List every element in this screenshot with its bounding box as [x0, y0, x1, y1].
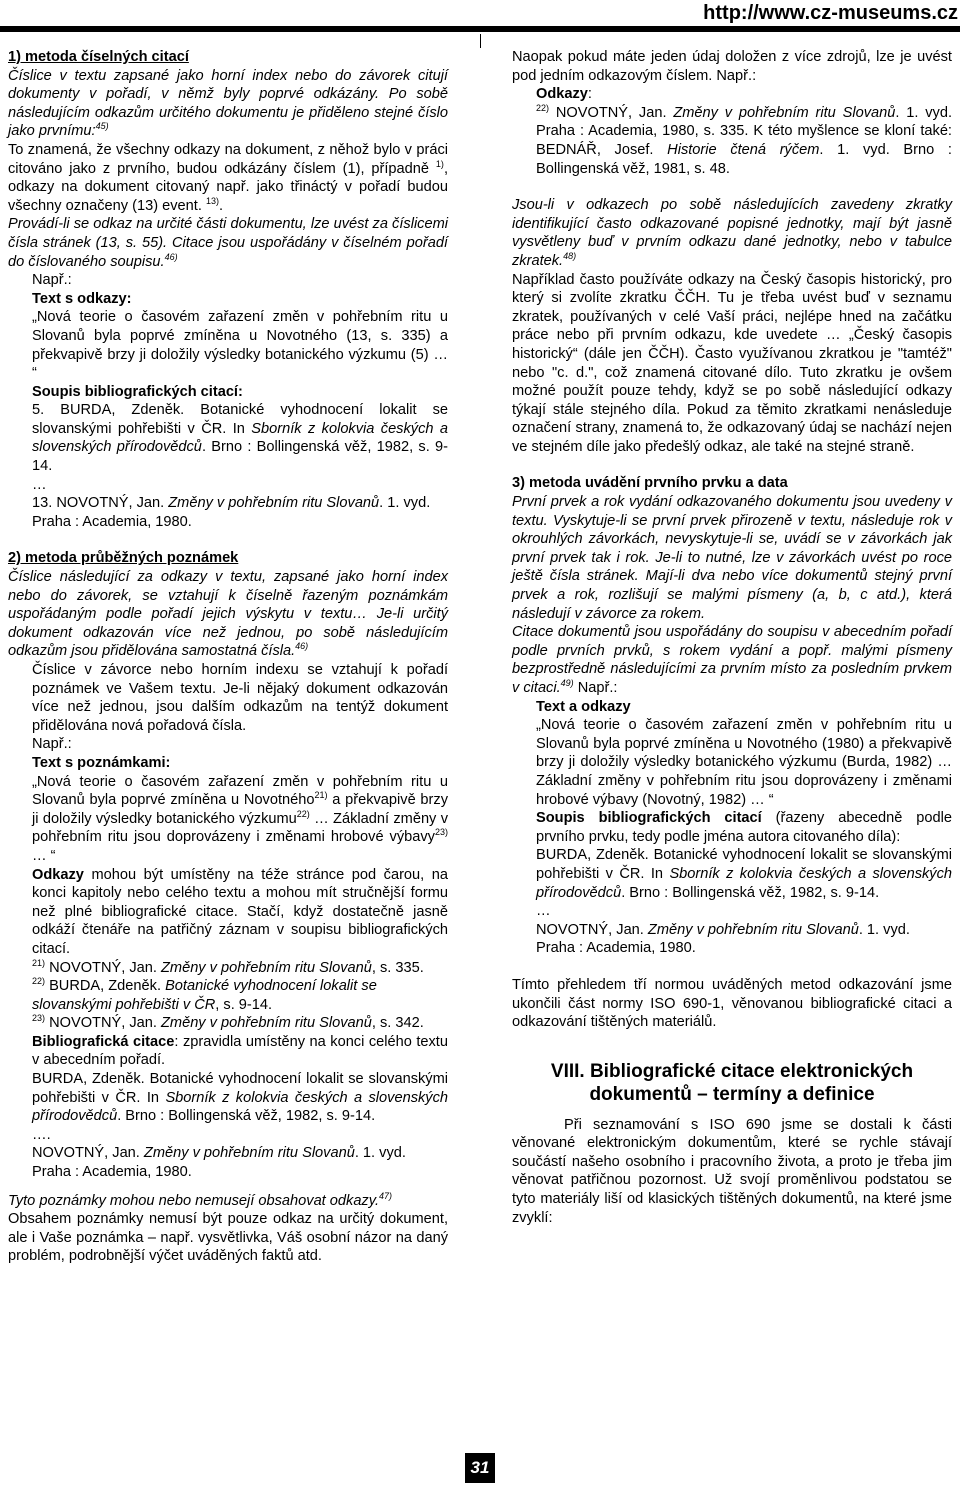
note-ref: 22): [296, 808, 310, 819]
header-url[interactable]: http://www.cz-museums.cz: [703, 2, 958, 24]
example-label: Např.:: [32, 272, 72, 289]
reference-item: 5. BURDA, Zdeněk. Botanické vyhodnocení lokalit se slovanskými pohřebišti v ČR. In Sborník z kolokvia českých a slovenských přírodovědců. Brno : Bollingenská věž, 1982, s. 9-14.: [32, 402, 449, 475]
note-ref: 49): [560, 678, 574, 689]
example-heading: Text a odkazy: [536, 698, 631, 715]
section-2-closing: Obsahem poznámky nemusí být pouze odkaz na určitý dokument, ale i Vaše poznámka – např. vysvětlivka, Váš osobní názor na daný problém, podrobnější výčet uváděných faktů atd.: [8, 1211, 448, 1265]
note-ref: 23): [434, 827, 448, 838]
reference-item: 13. NOVOTNÝ, Jan. Změny v pohřebním ritu Slovanů. 1. vyd. Praha : Academia, 1980.: [32, 495, 431, 530]
section-3-intro: První prvek a rok vydání odkazovaného dokumentu jsou uvedeny v textu. Vyskytuje-li se první prvek přirozeně v textu, následuje rok v okrouhlých závorkách, nevyskytuje-li se, uvádí se v závorkách jak první prvek tak i rok. Je-li to nutné, lze v závorkách uvést po roce ještě čísla stránek. Mají-li dva nebo více dokumentů stejný první prvek a rok, rozlišují se malými písmeny (a, b, c atd.), která následují v závorce za rokem.: [512, 494, 952, 622]
note-ref: 46): [295, 641, 309, 652]
right-column: [512, 48, 952, 1227]
notes-explanation: Odkazy mohou být umístěny na téže stránce pod čarou, na konci kapitoly nebo celého textu a mohou mít stručnější formu než plné bibliografické citace. Stačí, když dostatečně jasně odkáží čtenáře na patřičný záznam v soupisu bibliografických citací.: [32, 866, 448, 957]
bibliography-heading: Soupis bibliografických citací:: [32, 383, 243, 400]
note-ref: 46): [164, 251, 178, 262]
reference-item: NOVOTNÝ, Jan. Změny v pohřebním ritu Slovanů. 1. vyd. Praha : Academia, 1980.: [32, 1145, 406, 1181]
example-block-4: [512, 698, 952, 958]
reference-item: BURDA, Zdeněk. Botanické vyhodnocení lokalit se slovanskými pohřebišti v ČR. In Sborník z kolokvia českých a slovenských přírodovědců. Brno : Bollingenská věž, 1982, s. 9-14.: [32, 1071, 448, 1125]
summary-paragraph: Tímto přehledem tří normou uváděných metod odkazování jsme ukončili část normy ISO 690-1, věnovanou bibliografické citaci a odkazování tištěných materiálů.: [512, 976, 952, 1031]
reference-item: NOVOTNÝ, Jan. Změny v pohřebním ritu Slovanů. 1. vyd. Praha : Academia, 1980.: [536, 921, 910, 957]
example-block-3: [512, 85, 952, 178]
example-quote: „Nová teorie o časovém zařazení změn v pohřebním ritu u Slovanů byla poprvé zmíněna u Novotného$^{21)}$ a překvapivě brzy ji doložily výsledky botanického výzkumu$^{22)}$ … Základní změny v pohřebním ritu jsou doprovázeny i změnami hrobové výbavy$^{23)}$ … “: [32, 773, 448, 864]
footnote-item: $^{22)}$ BURDA, Zdeněk. Botanické vyhodnocení lokalit se slovanskými pohřebišti v ČR, s. 9-14.: [32, 976, 377, 1013]
ellipsis: ….: [32, 1126, 51, 1143]
reference-item: BURDA, Zdeněk. Botanické vyhodnocení lokalit se slovanskými pohřebišti v ČR. In Sborník z kolokvia českých a slovenských přírodovědců. Brno : Bollingenská věž, 1982, s. 9-14.: [536, 847, 952, 901]
section-3-paragraph: Citace dokumentů jsou uspořádány do soupisu v abecedním pořadí podle prvních prvků, s rokem vydání a popř. malými písmeny bezprostředně následujícími za prvním místo za posledním prvkem v citaci.$^{49)}$ Např.:: [512, 624, 952, 696]
section-2-paragraph: Číslice v závorce nebo horním indexu se vztahují k pořadí poznámek ve Vašem textu. Je-li nějaký dokument odkazován více než jednou, jsou dalším odkazům na tentýž dokument přidělována nová pořadová čísla.: [32, 662, 448, 734]
left-column: [8, 48, 448, 1266]
section-1-intro: Číslice v textu zapsané jako horní index nebo do závorek citují dokumenty v pořadí, v němž byly poprvé odkázány. Po sobě následujícím odkazům určitého dokumentu je přiděleno stejné číslo jako prvnímu:$^{45)}$: [8, 67, 448, 140]
example-heading: Text s odkazy:: [32, 290, 132, 307]
abbreviations-intro: Jsou-li v odkazech po sobě následujících zavedeny zkratky identifikující často odkazované popisné jednotky, mají být jasně vysvětleny buď v prvním odkazu dané jednotky, nebo v tabulce zkratek.$^{48)}$: [512, 197, 952, 269]
notes-optional: Tyto poznámky mohou nebo nemusejí obsahovat odkazy.$^{47)}$: [8, 1190, 393, 1209]
example-block-2: [8, 661, 448, 1182]
ellipsis: …: [536, 903, 551, 920]
section-2-title: 2) metoda průběžných poznámek: [8, 550, 239, 567]
footnote-item: $^{21)}$ NOVOTNÝ, Jan. Změny v pohřebním ritu Slovanů, s. 335.: [32, 957, 424, 976]
note-ref: 47): [379, 1190, 393, 1201]
note-ref: 48): [563, 251, 577, 262]
example-quote: „Nová teorie o časovém zařazení změn v pohřebním ritu u Slovanů byla poprvé zmíněna u Novotného (1980) a překvapivě brzy ji doložily výsledky botanického výzkumu (Burda, 1982) … Základní změny v pohřebním ritu jsou doprovázeny i změnami hrobové výbavy (Novotný, 1982) … “: [536, 717, 952, 808]
footnote-item: $^{23)}$ NOVOTNÝ, Jan. Změny v pohřebním ritu Slovanů, s. 342.: [32, 1013, 424, 1032]
example-block: [8, 271, 448, 531]
header-rule: [0, 26, 960, 32]
bibliography-explanation: Bibliografická citace: zpravidla umístěny na konci celého textu v abecedním pořadí.: [32, 1033, 448, 1069]
chapter-heading: VIII. Bibliografické citace elektronických dokumentů – termíny a definice: [550, 1060, 914, 1105]
section-2-intro: Číslice následující za odkazy v textu, zapsané jako horní index nebo do závorek, se vztahují k číselně řazeným poznámkám uspořádaným podle pořadí jejich výskytu v textu… Je-li určitý dokument odkazován více než jednou, po sobě následujícím odkazům jsou přidělována samostatná čísla.$^{46)}$: [8, 569, 448, 660]
section-1-paragraph-2: Provádí-li se odkaz na určité části dokumentu, lze uvést za číslicemi čísla stránek (13, s. 55). Citace jsou uspořádány v číselném pořadí do číslovaného soupisu.$^{46)}$: [8, 216, 448, 270]
section-1-paragraph: To znamená, že všechny odkazy na dokument, z něhož bylo v práci citováno jako z prvního, budou odkázány číslem (1), případně $^{1)}$, odkazy na dokument citovaný např. jako třináctý v pořadí budou všechny označeny (13) event. $^{13)}$.: [8, 141, 448, 214]
note-ref: 45): [95, 121, 109, 132]
paragraph: Naopak pokud máte jeden údaj doložen z více zdrojů, lze je uvést pod jedním odkazovým číslem. Např.:: [512, 49, 952, 84]
note-ref: 13): [205, 195, 219, 206]
chapter-intro: Při seznamování s ISO 690 jsme se dostali k části věnované elektronickým dokumentům, které se rychle stávají součástí našeho osobního i pracovního života, a proto je třeba jim věnovat patřičnou pozornost. Už svojí proměnlivou podstatou se tyto materiály liší od klasických tištěných dokumentů, na které jsme zvyklí:: [512, 1116, 952, 1226]
note-ref: 1): [435, 158, 444, 169]
section-1-title: 1) metoda číselných citací: [8, 49, 189, 65]
abbreviations-paragraph: Například často používáte odkazy na Český časopis historický, pro který si zvolíte zkratku ČČH. Tu je třeba uvést buď v seznamu zkratek, používaných v celé Vaší práci, nejlépe hned na začátku práce nebo při prvním odkazu, kde uvedete … „Český časopis historický“ (dále jen ČČH). Často využívanou zkratkou je "tamtéž" nebo "c. d.", což znamená citované dílo. Tuto zkratku je ovšem možné použít pouze tehdy, když se po sobě následující odkazy týkají stále stejného díla. Pokud za těmito zkratkami nenásleduje označení strany, znamená to, že odkazovaný údaj se nachází nejen ve stejném díle jako předešlý odkaz, ale také na stejné straně.: [512, 271, 952, 455]
page-number: 31: [465, 1453, 495, 1483]
bibliography-explanation: Soupis bibliografických citací (řazeny abecedně podle prvního prvku, tedy podle jména autora citovaného díla):: [536, 810, 953, 845]
example-quote: „Nová teorie o časovém zařazení změn v pohřebním ritu u Slovanů byla poprvé zmíněna u Novotného (13, s. 335) a překvapivě brzy ji doložily výsledky botanického výzkumu (5) … “: [32, 309, 448, 382]
example-heading: Text s poznámkami:: [32, 754, 171, 771]
example-heading: Odkazy:: [536, 86, 592, 103]
footnote-item: $^{22)}$ NOVOTNÝ, Jan. Změny v pohřebním ritu Slovanů. 1. vyd. Praha : Academia, 1980, s. 335. K této myšlence se kloní také: BEDNÁŘ, Josef. Historie čtená rýčem. 1. vyd. Brno : Bollingenská věž, 1981, s. 48.: [536, 102, 953, 177]
ellipsis: …: [32, 476, 47, 493]
note-ref: 21): [314, 790, 328, 801]
example-label: Např.:: [32, 736, 72, 753]
column-divider: [480, 34, 481, 48]
section-3-title: 3) metoda uvádění prvního prvku a data: [512, 475, 788, 492]
